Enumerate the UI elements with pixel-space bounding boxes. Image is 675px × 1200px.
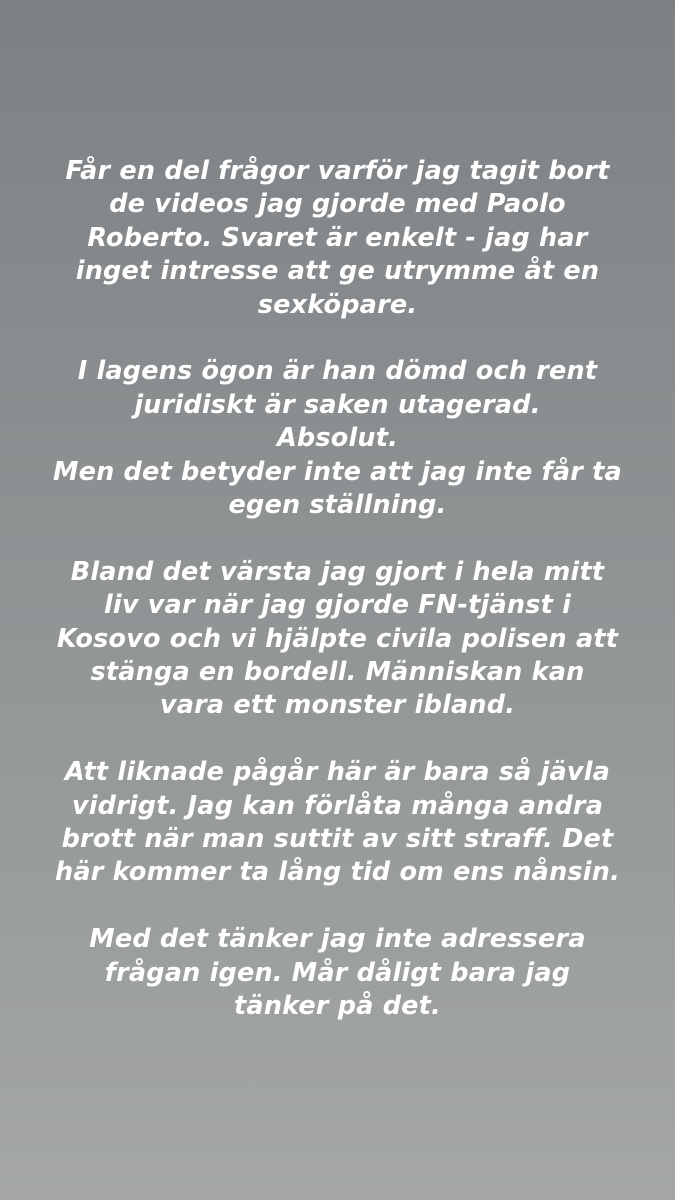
story-text-line: frågan igen. Mår dåligt bara jag [104,957,571,988]
story-text-line: tänker på det. [234,991,441,1022]
story-text-line: Får en del frågor varför jag tagit bort [65,156,610,186]
story-paragraph-4 [40,756,635,890]
story-text-line: de videos jag gjorde med Paolo [109,189,566,220]
story-paragraph-2 [40,355,635,522]
story-text-line: liv var när jag gjorde FN-tjänst i [103,590,572,621]
story-paragraph-1 [40,155,635,322]
story-text-line: vara ett monster ibland. [159,690,516,721]
story-text-line: egen ställning. [228,490,447,521]
story-text-line: sexköpare. [257,289,418,320]
story-text-line: Med det tänker jag inte adressera [89,924,586,955]
story-text-line: inget intresse att ge utrymme åt en [75,256,600,287]
story-text-line: Men det betyder inte att jag inte får ta [53,456,622,487]
story-text-line: Att liknade pågår här är bara så jävla [64,757,611,788]
story-text-line: brott när man suttit av sitt straff. Det [61,824,614,855]
story-text-line: Absolut. [276,423,399,454]
story-text-line: Bland det värsta jag gjort i hela mitt [70,556,605,587]
story-text-line: juridiskt är saken utagerad. [134,389,541,420]
story-text-line: stänga en bordell. Människan kan [90,657,585,688]
story-text-line: Roberto. Svaret är enkelt - jag har [87,222,588,253]
story-text-line: här kommer ta lång tid om ens nånsin. [55,857,620,888]
story-paragraph-3 [40,556,635,723]
story-text-line: I lagens ögon är han dömd och rent [77,356,598,387]
story-text-line: vidrigt. Jag kan förlåta många andra [71,790,604,821]
story-text-block [40,155,635,1057]
story-text-line: Kosovo och vi hjälpte civila polisen att [56,623,619,654]
story-paragraph-5 [40,923,635,1023]
